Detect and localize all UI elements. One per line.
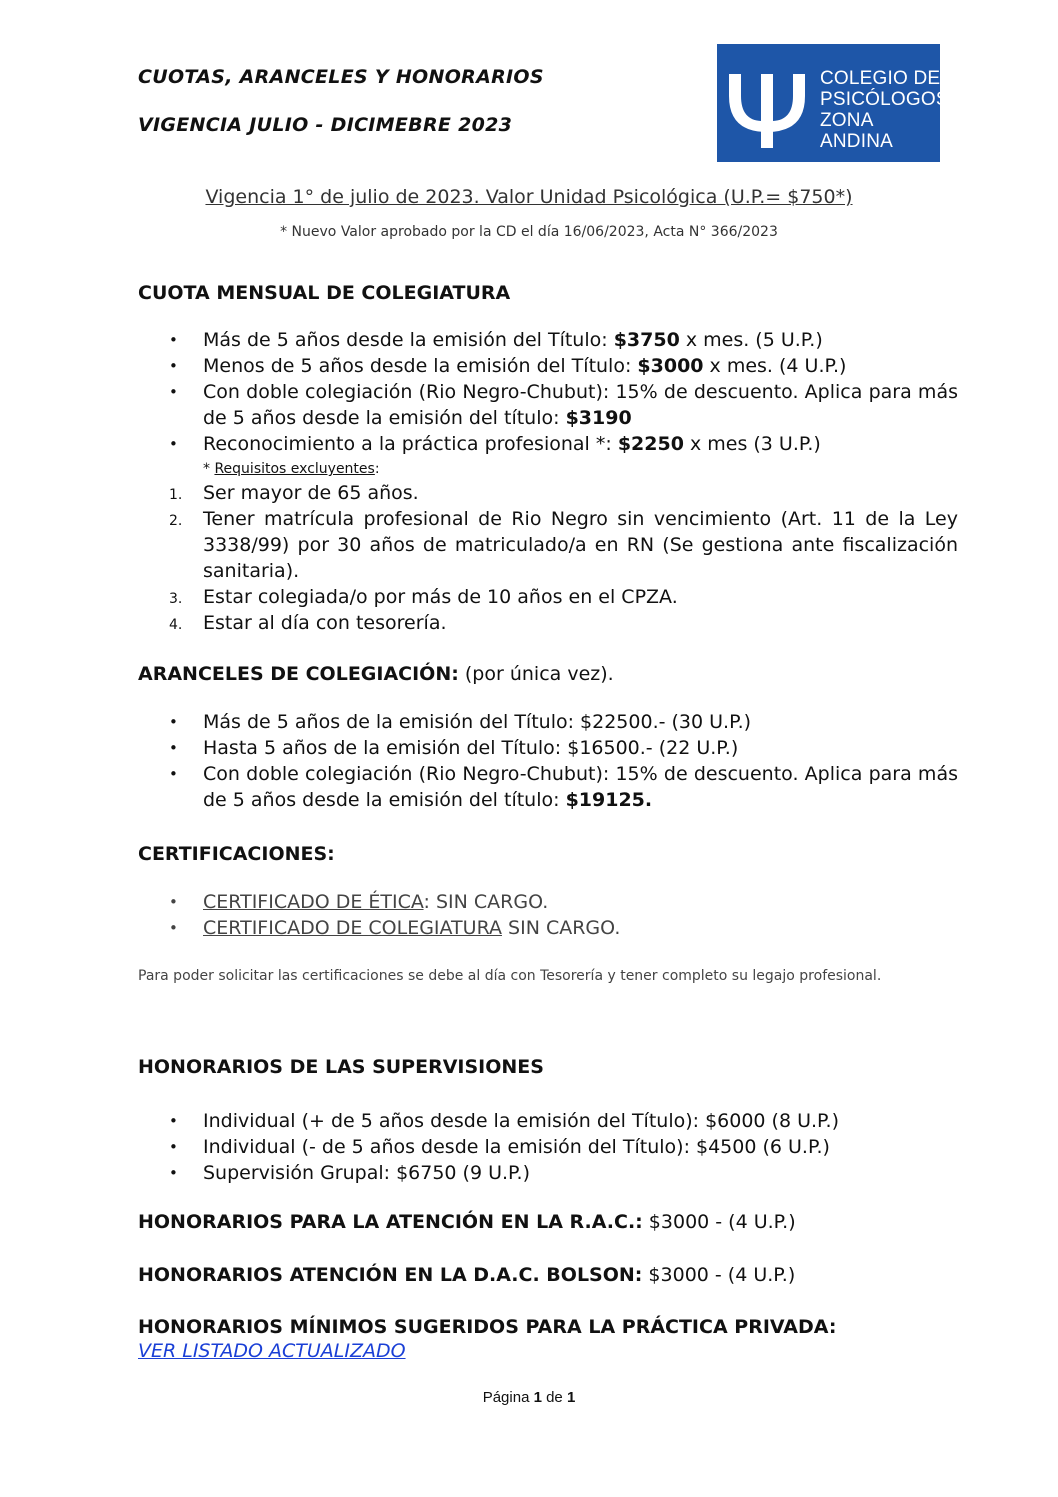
list-item: • CERTIFICADO DE ÉTICA: SIN CARGO.	[138, 889, 958, 915]
list-item: • Más de 5 años desde la emisión del Título: $3750 x mes. (5 U.P.)	[138, 327, 958, 353]
certificaciones-note: Para poder solicitar las certificaciones se debe al día con Tesorería y tener completo su legajo profesional.	[138, 968, 882, 984]
list-item: • Hasta 5 años de la emisión del Título: $16500.- (22 U.P.)	[138, 735, 958, 761]
list-item: 1. Ser mayor de 65 años.	[169, 482, 419, 504]
section-heading-cuota: CUOTA MENSUAL DE COLEGIATURA	[138, 282, 511, 304]
list-item: • CERTIFICADO DE COLEGIATURA SIN CARGO.	[138, 915, 958, 941]
logo-line-2: PSICÓLOGOS	[820, 89, 949, 110]
list-item: • Con doble colegiación (Rio Negro-Chubut): 15% de descuento. Aplica para más de 5 años desde la emisión del título: $3190	[138, 379, 958, 431]
supervisiones-list	[138, 1108, 958, 1186]
certificado-etica-link[interactable]: CERTIFICADO DE ÉTICA	[203, 891, 424, 913]
document-title: CUOTAS, ARANCELES Y HONORARIOS	[138, 66, 544, 88]
document-subtitle: VIGENCIA JULIO - DICIMEBRE 2023	[138, 114, 513, 136]
logo-line-3: ZONA ANDINA	[820, 110, 893, 152]
certificado-colegiatura-link[interactable]: CERTIFICADO DE COLEGIATURA	[203, 917, 502, 939]
page-footer: Página 1 de 1	[482, 1389, 576, 1406]
logo-line-1: COLEGIO DE	[820, 68, 941, 89]
list-item: • Reconocimiento a la práctica profesional *: $2250 x mes (3 U.P.)	[138, 431, 958, 457]
rac-line: HONORARIOS PARA LA ATENCIÓN EN LA R.A.C.: $3000 - (4 U.P.)	[138, 1211, 796, 1233]
cuota-list	[138, 327, 958, 457]
certificaciones-list	[138, 889, 958, 941]
vigencia-note: * Nuevo Valor aprobado por la CD el día 16/06/2023, Acta N° 366/2023	[280, 224, 778, 240]
list-item: • Más de 5 años de la emisión del Título: $22500.- (30 U.P.)	[138, 709, 958, 735]
list-item: • Menos de 5 años desde la emisión del Título: $3000 x mes. (4 U.P.)	[138, 353, 958, 379]
list-item: • Individual (+ de 5 años desde la emisión del Título): $6000 (8 U.P.)	[138, 1108, 958, 1134]
minimos-heading: HONORARIOS MÍNIMOS SUGERIDOS PARA LA PRÁCTICA PRIVADA:	[138, 1316, 837, 1338]
list-item: 3. Estar colegiada/o por más de 10 años en el CPZA.	[169, 586, 678, 608]
requisitos-label: * Requisitos excluyentes:	[203, 461, 380, 477]
list-item: 2. Tener matrícula profesional de Rio Negro sin vencimiento (Art. 11 de la Ley 3338/99) por 30 años de matriculado/a en RN (Se gestiona ante fiscalización sanitaria).	[169, 508, 958, 582]
ver-listado-link[interactable]: VER LISTADO ACTUALIZADO	[138, 1340, 406, 1362]
requisitos-list	[138, 480, 958, 636]
section-heading-aranceles: ARANCELES DE COLEGIACIÓN: (por única vez).	[138, 663, 614, 685]
dac-line: HONORARIOS ATENCIÓN EN LA D.A.C. BOLSON: $3000 - (4 U.P.)	[138, 1264, 796, 1286]
list-item: 4. Estar al día con tesorería.	[169, 612, 447, 634]
section-heading-certificaciones: CERTIFICACIONES:	[138, 843, 335, 865]
list-item: • Con doble colegiación (Rio Negro-Chubut): 15% de descuento. Aplica para más de 5 años desde la emisión del título: $19125.	[138, 761, 958, 813]
list-item: • Supervisión Grupal: $6750 (9 U.P.)	[138, 1160, 958, 1186]
aranceles-list	[138, 709, 958, 813]
logo	[717, 44, 949, 162]
psi-symbol-icon	[717, 44, 817, 162]
vigencia-line: Vigencia 1° de julio de 2023. Valor Unidad Psicológica (U.P.= $750*)	[205, 186, 853, 208]
list-item: • Individual (- de 5 años desde la emisión del Título): $4500 (6 U.P.)	[138, 1134, 958, 1160]
section-heading-supervisiones: HONORARIOS DE LAS SUPERVISIONES	[138, 1056, 544, 1078]
